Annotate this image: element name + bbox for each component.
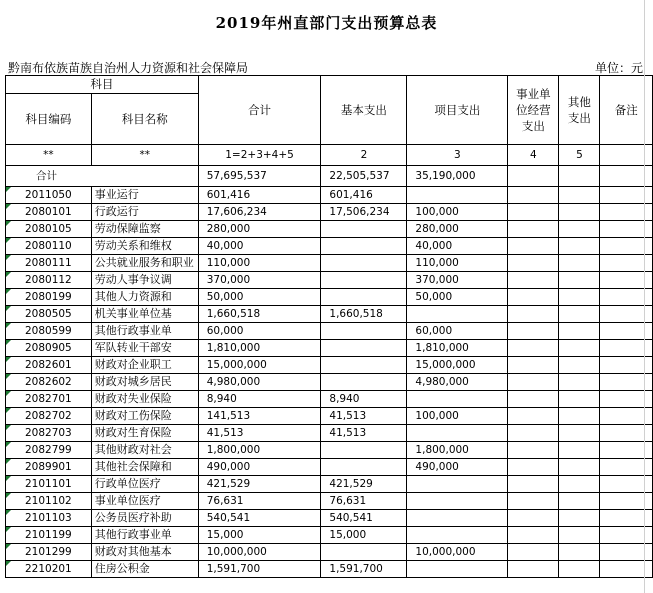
row-name: 劳动保障监察 — [91, 221, 198, 238]
row-code: 2082601 — [6, 357, 92, 374]
row-basic — [321, 255, 407, 272]
row-name: 其他行政事业单 — [91, 527, 198, 544]
table-row — [6, 374, 653, 391]
report-title: 2019年州直部门支出预算总表 — [215, 14, 438, 32]
row-other — [559, 476, 600, 493]
row-total: 601,416 — [198, 187, 321, 204]
table-row — [6, 510, 653, 527]
row-code: 2101299 — [6, 544, 92, 561]
row-business — [508, 391, 559, 408]
row-code: 2082701 — [6, 391, 92, 408]
row-code: 2101199 — [6, 527, 92, 544]
row-total: 17,606,234 — [198, 204, 321, 221]
row-project: 370,000 — [407, 272, 508, 289]
table-row — [6, 357, 653, 374]
row-project: 100,000 — [407, 204, 508, 221]
row-basic — [321, 289, 407, 306]
row-basic: 421,529 — [321, 476, 407, 493]
row-name: 其他行政事业单 — [91, 323, 198, 340]
row-total: 10,000,000 — [198, 544, 321, 561]
total-basic: 22,505,537 — [321, 166, 407, 187]
row-total: 1,800,000 — [198, 442, 321, 459]
row-total: 421,529 — [198, 476, 321, 493]
sheet-edge — [644, 0, 645, 593]
row-basic — [321, 544, 407, 561]
row-total: 15,000 — [198, 527, 321, 544]
row-project: 110,000 — [407, 255, 508, 272]
row-project: 15,000,000 — [407, 357, 508, 374]
row-business — [508, 544, 559, 561]
row-other — [559, 374, 600, 391]
row-name: 劳动关系和维权 — [91, 238, 198, 255]
row-total: 1,810,000 — [198, 340, 321, 357]
row-name: 财政对失业保险 — [91, 391, 198, 408]
row-code: 2080905 — [6, 340, 92, 357]
row-business — [508, 425, 559, 442]
row-business — [508, 187, 559, 204]
row-name: 劳动人事争议调 — [91, 272, 198, 289]
row-other — [559, 408, 600, 425]
header-other: 其他支出 — [559, 76, 600, 145]
row-code: 2080111 — [6, 255, 92, 272]
formula-project: 3 — [407, 145, 508, 166]
header-total: 合计 — [198, 76, 321, 145]
total-project: 35,190,000 — [407, 166, 508, 187]
row-total: 8,940 — [198, 391, 321, 408]
total-other — [559, 166, 600, 187]
header-row-1 — [6, 76, 653, 94]
row-name: 公共就业服务和职业 — [91, 255, 198, 272]
row-name: 其他社会保障和 — [91, 459, 198, 476]
row-total: 60,000 — [198, 323, 321, 340]
row-total: 50,000 — [198, 289, 321, 306]
row-total: 15,000,000 — [198, 357, 321, 374]
table-row — [6, 323, 653, 340]
row-business — [508, 476, 559, 493]
row-project: 1,800,000 — [407, 442, 508, 459]
row-other — [559, 527, 600, 544]
row-project — [407, 425, 508, 442]
row-business — [508, 272, 559, 289]
row-business — [508, 289, 559, 306]
formula-basic: 2 — [321, 145, 407, 166]
header-business: 事业单位经营支出 — [508, 76, 559, 145]
row-project — [407, 561, 508, 578]
header-subject: 科目 — [6, 76, 199, 94]
row-code: 2101102 — [6, 493, 92, 510]
table-row — [6, 561, 653, 578]
row-name: 住房公积金 — [91, 561, 198, 578]
row-other — [559, 493, 600, 510]
row-basic — [321, 272, 407, 289]
formula-business: 4 — [508, 145, 559, 166]
row-business — [508, 527, 559, 544]
row-code: 2080599 — [6, 323, 92, 340]
row-code: 2080112 — [6, 272, 92, 289]
table-row — [6, 391, 653, 408]
row-name: 财政对城乡居民 — [91, 374, 198, 391]
row-code: 2080110 — [6, 238, 92, 255]
row-business — [508, 493, 559, 510]
row-code: 2101101 — [6, 476, 92, 493]
formula-other: 5 — [559, 145, 600, 166]
row-basic — [321, 459, 407, 476]
row-basic — [321, 238, 407, 255]
row-basic: 8,940 — [321, 391, 407, 408]
row-total: 76,631 — [198, 493, 321, 510]
row-other — [559, 510, 600, 527]
row-total: 1,660,518 — [198, 306, 321, 323]
row-total: 110,000 — [198, 255, 321, 272]
formula-total: 1=2+3+4+5 — [198, 145, 321, 166]
formula-row — [6, 145, 653, 166]
row-business — [508, 459, 559, 476]
header-basic: 基本支出 — [321, 76, 407, 145]
row-name: 行政运行 — [91, 204, 198, 221]
row-other — [559, 340, 600, 357]
row-project — [407, 391, 508, 408]
row-other — [559, 442, 600, 459]
row-project: 10,000,000 — [407, 544, 508, 561]
row-basic: 41,513 — [321, 425, 407, 442]
row-basic: 41,513 — [321, 408, 407, 425]
row-name: 其他财政对社会 — [91, 442, 198, 459]
row-code: 2082703 — [6, 425, 92, 442]
table-row — [6, 544, 653, 561]
row-code: 2080101 — [6, 204, 92, 221]
row-other — [559, 561, 600, 578]
table-row — [6, 238, 653, 255]
row-basic: 540,541 — [321, 510, 407, 527]
row-basic — [321, 374, 407, 391]
row-total: 4,980,000 — [198, 374, 321, 391]
row-name: 行政单位医疗 — [91, 476, 198, 493]
table-row — [6, 442, 653, 459]
row-project — [407, 527, 508, 544]
row-other — [559, 459, 600, 476]
row-code: 2011050 — [6, 187, 92, 204]
row-business — [508, 408, 559, 425]
row-total: 141,513 — [198, 408, 321, 425]
row-name: 军队转业干部安 — [91, 340, 198, 357]
row-basic: 15,000 — [321, 527, 407, 544]
row-code: 2082602 — [6, 374, 92, 391]
table-row — [6, 476, 653, 493]
row-basic — [321, 221, 407, 238]
row-project: 490,000 — [407, 459, 508, 476]
row-business — [508, 561, 559, 578]
row-name: 机关事业单位基 — [91, 306, 198, 323]
row-project: 1,810,000 — [407, 340, 508, 357]
total-row — [6, 166, 653, 187]
row-basic: 17,506,234 — [321, 204, 407, 221]
row-business — [508, 306, 559, 323]
row-code: 2089901 — [6, 459, 92, 476]
header-project: 项目支出 — [407, 76, 508, 145]
table-row — [6, 459, 653, 476]
row-other — [559, 289, 600, 306]
table-row — [6, 493, 653, 510]
row-basic: 76,631 — [321, 493, 407, 510]
row-other — [559, 204, 600, 221]
row-other — [559, 323, 600, 340]
row-business — [508, 204, 559, 221]
row-total: 540,541 — [198, 510, 321, 527]
header-code: 科目编码 — [6, 94, 92, 145]
total-business — [508, 166, 559, 187]
row-business — [508, 442, 559, 459]
table-row — [6, 340, 653, 357]
table-row — [6, 306, 653, 323]
row-code: 2082702 — [6, 408, 92, 425]
total-label: 合计 — [6, 166, 199, 187]
department-name: 黔南布依族苗族自治州人力资源和社会保障局 — [8, 61, 249, 75]
row-name: 财政对其他基本 — [91, 544, 198, 561]
budget-table — [5, 75, 653, 578]
row-project: 100,000 — [407, 408, 508, 425]
row-business — [508, 374, 559, 391]
row-other — [559, 357, 600, 374]
row-code: 2080199 — [6, 289, 92, 306]
row-basic: 1,660,518 — [321, 306, 407, 323]
row-project — [407, 187, 508, 204]
row-name: 其他人力资源和 — [91, 289, 198, 306]
table-row — [6, 527, 653, 544]
row-project — [407, 476, 508, 493]
formula-code: ** — [6, 145, 92, 166]
row-name: 财政对企业职工 — [91, 357, 198, 374]
row-basic: 601,416 — [321, 187, 407, 204]
row-code: 2101103 — [6, 510, 92, 527]
table-row — [6, 221, 653, 238]
row-total: 1,591,700 — [198, 561, 321, 578]
row-project: 40,000 — [407, 238, 508, 255]
row-code: 2210201 — [6, 561, 92, 578]
row-code: 2080105 — [6, 221, 92, 238]
table-row — [6, 272, 653, 289]
header-name: 科目名称 — [91, 94, 198, 145]
total-total: 57,695,537 — [198, 166, 321, 187]
row-total: 490,000 — [198, 459, 321, 476]
row-other — [559, 187, 600, 204]
table-row — [6, 204, 653, 221]
row-business — [508, 238, 559, 255]
table-row — [6, 187, 653, 204]
row-code: 2082799 — [6, 442, 92, 459]
row-project: 4,980,000 — [407, 374, 508, 391]
row-other — [559, 272, 600, 289]
row-project — [407, 510, 508, 527]
row-project: 280,000 — [407, 221, 508, 238]
row-basic: 1,591,700 — [321, 561, 407, 578]
row-other — [559, 255, 600, 272]
row-project: 50,000 — [407, 289, 508, 306]
row-other — [559, 391, 600, 408]
table-row — [6, 425, 653, 442]
row-business — [508, 255, 559, 272]
row-business — [508, 357, 559, 374]
row-business — [508, 323, 559, 340]
row-basic — [321, 323, 407, 340]
row-business — [508, 510, 559, 527]
row-business — [508, 340, 559, 357]
row-total: 280,000 — [198, 221, 321, 238]
formula-name: ** — [91, 145, 198, 166]
row-basic — [321, 357, 407, 374]
row-basic — [321, 340, 407, 357]
row-project: 60,000 — [407, 323, 508, 340]
header-remark: 备注 — [600, 76, 653, 145]
row-other — [559, 425, 600, 442]
row-name: 公务员医疗补助 — [91, 510, 198, 527]
row-name: 事业运行 — [91, 187, 198, 204]
row-total: 41,513 — [198, 425, 321, 442]
row-basic — [321, 442, 407, 459]
row-code: 2080505 — [6, 306, 92, 323]
row-other — [559, 306, 600, 323]
table-row — [6, 289, 653, 306]
table-row — [6, 255, 653, 272]
row-name: 财政对生育保险 — [91, 425, 198, 442]
table-row — [6, 408, 653, 425]
row-name: 事业单位医疗 — [91, 493, 198, 510]
row-project — [407, 493, 508, 510]
row-other — [559, 221, 600, 238]
row-project — [407, 306, 508, 323]
unit-label: 单位：元 — [594, 61, 643, 75]
row-total: 370,000 — [198, 272, 321, 289]
row-total: 40,000 — [198, 238, 321, 255]
row-name: 财政对工伤保险 — [91, 408, 198, 425]
row-business — [508, 221, 559, 238]
row-other — [559, 238, 600, 255]
row-other — [559, 544, 600, 561]
